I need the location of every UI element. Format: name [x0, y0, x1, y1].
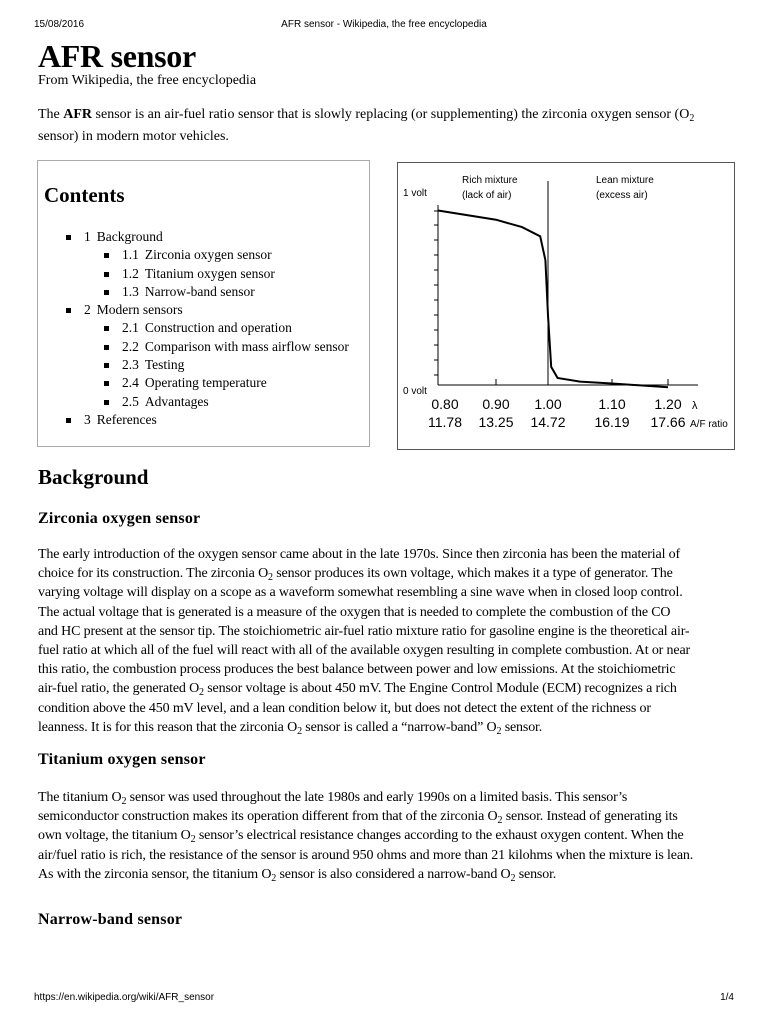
print-page-title: AFR sensor - Wikipedia, the free encyclopedia [281, 19, 487, 30]
lambda-tick-label: 0.90 [482, 396, 510, 412]
toc-number: 3 [84, 411, 91, 427]
subscript: 2 [268, 572, 273, 584]
intro-bold-term: AFR [63, 107, 93, 122]
subscript: 2 [199, 687, 204, 699]
text: own voltage, the titanium O [38, 828, 191, 844]
toc-item-background[interactable] [38, 228, 371, 246]
afr-label: A/F ratio [690, 419, 728, 430]
toc-number: 1.1 [122, 247, 139, 263]
text: As with the zirconia sensor, the titanium O [38, 866, 272, 882]
toc-item-comparison[interactable] [38, 338, 371, 356]
heading-titanium: Titanium oxygen sensor [38, 751, 206, 768]
toc-number: 2.2 [122, 338, 139, 354]
table-of-contents [37, 160, 370, 447]
toc-label: Advantages [144, 393, 209, 409]
toc-list [38, 228, 371, 429]
toc-label: Narrow-band sensor [144, 283, 255, 299]
heading-zirconia: Zirconia oxygen sensor [38, 510, 201, 527]
afr-tick-label: 14.72 [530, 414, 566, 430]
afr-tick-label: 13.25 [478, 414, 514, 430]
y-label-bottom: 0 volt [403, 386, 427, 397]
text: leanness. It is for this reason that the zirconia O [38, 719, 298, 735]
zirconia-paragraph [38, 545, 730, 737]
toc-number: 2.1 [122, 320, 139, 336]
subscript: 2 [496, 725, 502, 737]
text: The titanium O [38, 790, 122, 805]
titanium-paragraph [38, 788, 730, 884]
article-title: AFR sensor [38, 38, 196, 74]
text: condition above the 450 mV level, and a lean condition below it, but does not detect the extent of the richness or [38, 700, 651, 716]
subscript: 2 [510, 872, 516, 884]
intro-text-2: sensor is an air-fuel ratio sensor that is slowly replacing (or supplementing) the zirconia oxygen sensor (O [92, 107, 690, 122]
text: sensor was used throughout the late 1980s and early 1990s on a limited basis. This sensor’s [126, 790, 628, 805]
y-label-top: 1 volt [403, 188, 427, 199]
toc-number: 2.5 [122, 393, 139, 409]
text: air-fuel ratio, the generated O [38, 681, 200, 697]
text: varying voltage will display on a scope as a waveform somewhat resembling a sine wave when in closed loop control. [38, 585, 683, 601]
toc-number: 1 [84, 229, 91, 244]
toc-item-narrow-band[interactable] [38, 283, 371, 301]
subscript: 2 [497, 815, 503, 827]
subscript: 2 [271, 872, 277, 884]
toc-label: References [96, 411, 157, 427]
heading-background: Background [38, 465, 149, 489]
afr-tick-label: 17.66 [650, 414, 686, 430]
text: choice for its construction. The zirconia O [38, 566, 269, 582]
afr-tick-label: 11.78 [428, 414, 462, 430]
subscript: 2 [190, 834, 196, 846]
print-header [0, 14, 768, 34]
voltage-curve [438, 211, 668, 388]
print-url: https://en.wikipedia.org/wiki/AFR_sensor [34, 992, 215, 1003]
intro-text-3: sensor) in modern motor vehicles. [38, 129, 229, 144]
text: The early introduction of the oxygen sensor came about in the late 1970s. Since then zirconia has been the material of [38, 547, 681, 562]
toc-item-construction[interactable] [38, 319, 371, 337]
intro-paragraph [38, 104, 730, 148]
text: and HC present at the sensor tip. The stoichiometric air-fuel ratio mixture ratio for gasoline engine is the theoretical air- [38, 623, 690, 639]
text: The actual voltage that is generated is a measure of the oxygen that is needed to complete the combustion of the CO [38, 604, 671, 620]
text: sensor’s electrical resistance changes according to the exhaust oxygen content. When the [195, 828, 684, 844]
toc-item-advantages[interactable] [38, 393, 371, 411]
toc-label: Testing [144, 357, 185, 373]
toc-label: Titanium oxygen sensor [144, 265, 275, 281]
toc-item-titanium[interactable] [38, 265, 371, 283]
toc-number: 2.3 [122, 357, 139, 373]
subscript: 2 [297, 725, 302, 737]
subscript: 2 [121, 796, 127, 807]
toc-label: Background [96, 229, 163, 244]
text: sensor voltage is about 450 mV. The Engine Control Module (ECM) recognizes a rich [203, 681, 677, 697]
intro-text-1: The [38, 107, 64, 122]
text: sensor is also considered a narrow-band O [276, 866, 511, 882]
intro-sub: 2 [689, 113, 695, 124]
text: semiconductor construction makes its operation different from that of the zirconia O [38, 809, 498, 825]
article-tagline: From Wikipedia, the free encyclopedia [38, 73, 257, 88]
print-page-number: 1/4 [720, 992, 734, 1003]
lambda-tick-label: 0.80 [431, 396, 459, 412]
toc-number: 2.4 [122, 375, 139, 391]
text: sensor. [501, 719, 543, 735]
rich-mixture-sublabel: (lack of air) [462, 190, 512, 201]
toc-label: Zirconia oxygen sensor [144, 247, 272, 263]
toc-item-zirconia[interactable] [38, 246, 371, 264]
afr-tick-label: 16.19 [594, 414, 630, 430]
toc-number: 2 [84, 302, 91, 318]
text: air/fuel ratio is rich, the resistance of the sensor is around 950 ohms and more than 21 kilohms when the mixture is lean. [38, 847, 694, 863]
lean-mixture-label: Lean mixture [596, 175, 654, 186]
text: sensor is called a “narrow-band” O [301, 719, 497, 735]
toc-title: Contents [44, 183, 125, 207]
lambda-tick-label: 1.10 [598, 396, 626, 412]
print-date: 15/08/2016 [34, 19, 85, 30]
toc-number: 1.2 [122, 265, 139, 281]
text: sensor. [515, 866, 557, 882]
sensor-voltage-figure[interactable] [397, 162, 735, 450]
toc-label: Comparison with mass airflow sensor [144, 338, 349, 354]
text: sensor produces its own voltage, which makes it a type of generator. The [272, 566, 673, 582]
rich-mixture-label: Rich mixture [462, 175, 518, 186]
toc-number: 1.3 [122, 283, 139, 299]
heading-narrow-band: Narrow-band sensor [38, 911, 183, 928]
lean-mixture-sublabel: (excess air) [596, 190, 648, 201]
toc-item-references[interactable] [38, 411, 371, 429]
lambda-symbol: λ [692, 400, 698, 412]
text: fuel ratio at which all of the fuel will react with all of the available oxygen resulting in complete combustion. At or near [38, 643, 691, 659]
toc-item-testing[interactable] [38, 356, 371, 374]
voltage-chart [398, 163, 736, 451]
toc-label: Modern sensors [96, 302, 183, 318]
toc-label: Operating temperature [144, 375, 267, 391]
lambda-tick-label: 1.00 [534, 396, 562, 412]
toc-item-operating-temperature[interactable] [38, 374, 371, 392]
toc-label: Construction and operation [144, 320, 292, 336]
text: sensor. Instead of generating its [502, 809, 678, 825]
lambda-tick-label: 1.20 [654, 396, 682, 412]
text: this ratio, the combustion process produces the best balance between power and low emissions. At the stoichiometric [38, 662, 676, 678]
toc-item-modern-sensors[interactable] [38, 301, 371, 319]
